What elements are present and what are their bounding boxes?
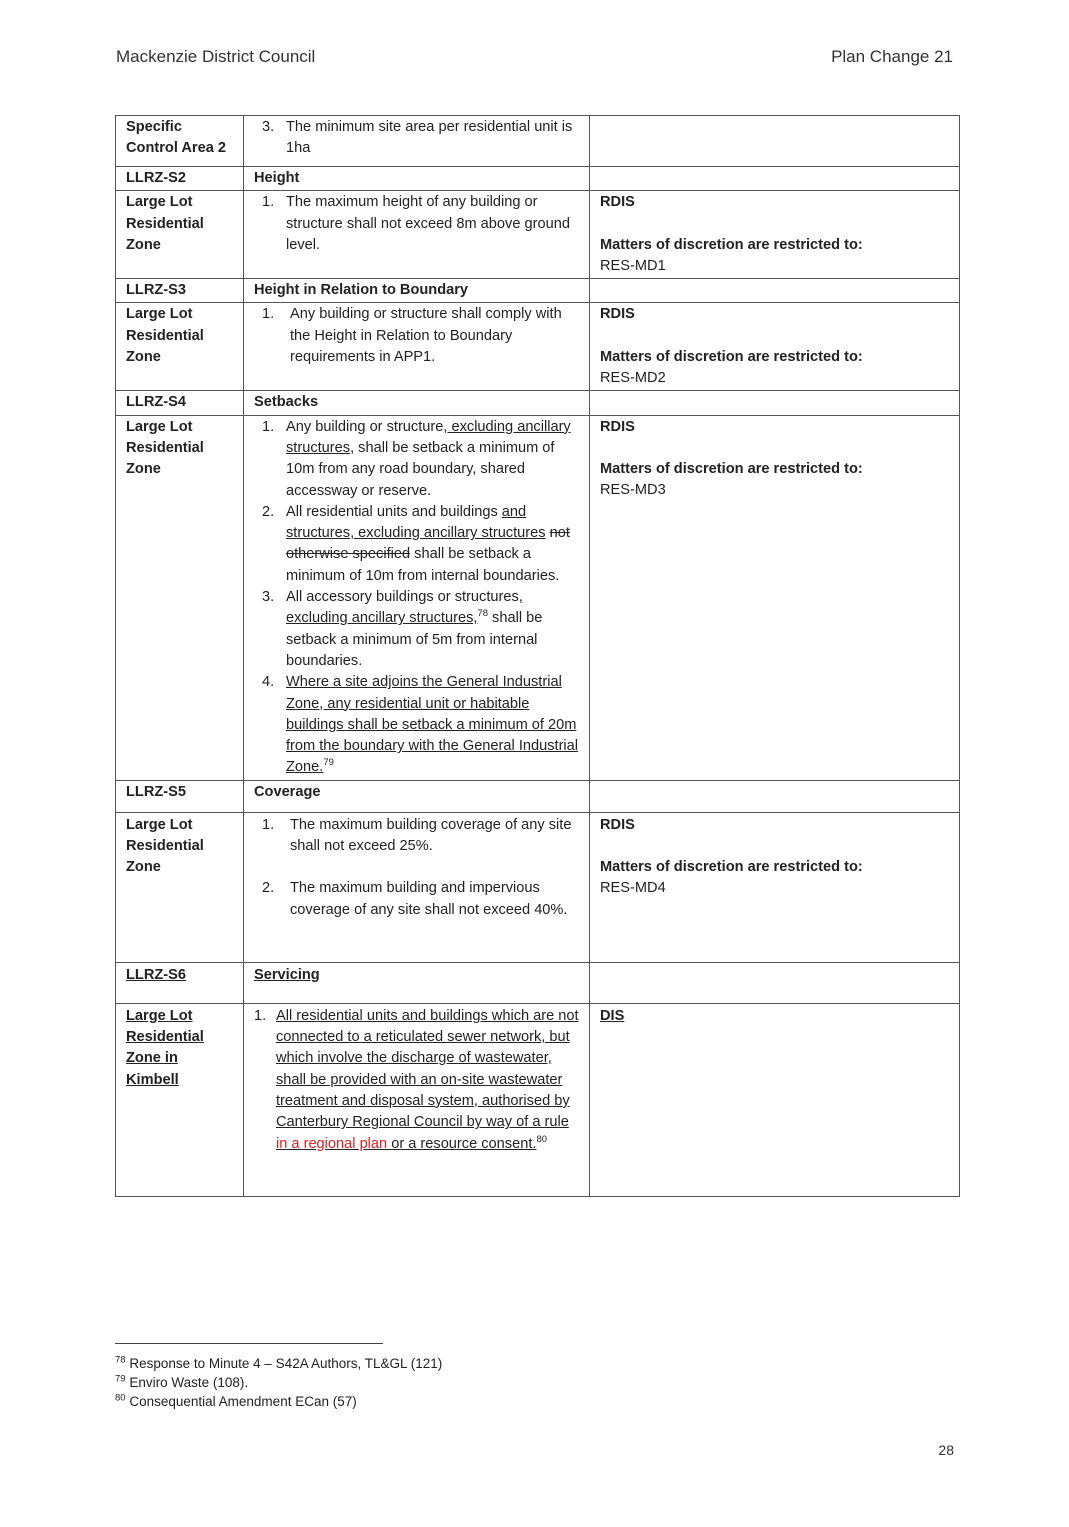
table-row [116, 116, 960, 167]
table-row [116, 812, 960, 962]
status-cell [590, 1003, 960, 1196]
footnote-text: Response to Minute 4 – S42A Authors, TL&GL (121) [129, 1356, 443, 1371]
zone-label: Large Lot [126, 194, 193, 211]
table-row [116, 167, 960, 191]
footnote [115, 1394, 357, 1409]
deleted-text: not otherwise specified [286, 525, 570, 563]
table-row [116, 415, 960, 780]
footnote [115, 1375, 248, 1390]
list-item [254, 117, 581, 160]
status-cell [590, 962, 960, 1003]
table-row [116, 391, 960, 415]
zone-label: Zone [126, 236, 161, 253]
status-cell [590, 415, 960, 780]
inserted-text: and structures, excluding ancillary structures [286, 503, 546, 542]
item-number: 3. [262, 119, 275, 135]
footnote-ref: 79 [323, 757, 334, 769]
header-council-name: Mackenzie District Council [116, 47, 316, 66]
zone-label: Kimbell [126, 1071, 179, 1088]
item-number: 1. [254, 1007, 267, 1024]
activity-status: RDIS [600, 306, 635, 323]
footnote-number: 78 [115, 1354, 126, 1366]
item-text [286, 587, 581, 672]
zone-label: Large Lot [126, 306, 193, 323]
discretion-heading: Matters of discretion are restricted to: [600, 236, 863, 253]
discretion-heading: Matters of discretion are restricted to: [600, 460, 863, 477]
zone-label: Residential [126, 215, 204, 232]
inserted-text: or a resource consent. [391, 1135, 537, 1152]
activity-status: RDIS [600, 418, 635, 435]
zone-cell [116, 1003, 244, 1196]
item-text [286, 672, 581, 778]
item-text-part: shall be setback a minimum of 10m from internal boundaries. [286, 546, 560, 584]
matters-of-discretion: RES-MD3 [600, 482, 666, 499]
zone-label: Large Lot [126, 418, 193, 435]
item-number: 2. [262, 880, 275, 897]
zone-label: Large Lot [126, 816, 193, 833]
standard-code: LLRZ-S5 [116, 780, 244, 812]
standards-table [115, 115, 960, 1197]
standard-title: Height in Relation to Boundary [244, 279, 590, 303]
zone-label: Zone [126, 461, 161, 478]
zone-label: Zone in [126, 1050, 178, 1067]
item-number: 1. [262, 816, 275, 833]
status-cell [590, 116, 960, 167]
standard-cell [244, 191, 590, 279]
inserted-text: All residential units and buildings which are not connected to a reticulated sewer network, but which involve the discharge of wastewater, shall be provided with an on-site wastewater treatment and disposal system, authorised by Canterbury Regional Council by way of a rule [276, 1007, 579, 1131]
activity-status: RDIS [600, 194, 635, 211]
footnote-divider [115, 1343, 383, 1344]
zone-cell [116, 303, 244, 391]
activity-status: DIS [600, 1007, 625, 1024]
item-number: 3. [262, 589, 275, 606]
footnote [115, 1356, 442, 1371]
status-cell [590, 812, 960, 962]
footnote-text: Consequential Amendment ECan (57) [129, 1394, 357, 1409]
standard-title: Servicing [244, 962, 590, 1003]
item-text-part: All accessory buildings or structures [286, 589, 519, 606]
zone-label: Residential [126, 838, 204, 855]
standard-cell [244, 303, 590, 391]
zone-cell [116, 812, 244, 962]
item-number: 2. [262, 503, 275, 520]
status-cell [590, 191, 960, 279]
table-row [116, 962, 960, 1003]
footnote-text: Enviro Waste (108). [129, 1375, 249, 1390]
item-text-part: All residential units and buildings [286, 503, 502, 520]
zone-label: Zone [126, 859, 161, 876]
matters-of-discretion: RES-MD4 [600, 880, 666, 897]
status-cell [590, 167, 960, 191]
header-plan-change: Plan Change 21 [831, 47, 953, 66]
standard-cell [244, 415, 590, 780]
zone-label: Residential [126, 327, 204, 344]
activity-status: RDIS [600, 816, 635, 833]
inserted-text: Where a site adjoins the General Industrial Zone, any residential unit or habitable buildings shall be setback a minimum of 20m from the boundary with the General Industrial Zone. [286, 674, 579, 776]
status-cell [590, 391, 960, 415]
inserted-text: , excluding ancillary structures, [286, 418, 571, 456]
item-text: The maximum building and impervious coverage of any site shall not exceed 40%. [290, 880, 568, 918]
item-text: Any building or structure shall comply with the Height in Relation to Boundary requirements in APP1. [290, 306, 562, 366]
list-item [254, 1006, 581, 1155]
table-row [116, 303, 960, 391]
footnote-ref: 78 [477, 608, 488, 620]
inserted-text: , excluding ancillary structures, [286, 589, 523, 627]
item-number: 1. [262, 306, 275, 323]
standard-cell [244, 812, 590, 962]
standard-title: Setbacks [244, 391, 590, 415]
item-text [286, 417, 581, 502]
item-text: All residential units and buildings which are not connected to a reticulated sewer network, but which involve the discharge of wastewater, shall be provided with an on-site wastewater treatment and disposal system, authorised by Canterbury Regional Council by way of a rule in a regional plan or a resource consent.80 [276, 1007, 579, 1152]
footnote-number: 79 [115, 1373, 126, 1385]
list-item [254, 417, 581, 502]
standard-cell [244, 1003, 590, 1196]
zone-label: Zone [126, 349, 161, 366]
item-text: The maximum height of any building or structure shall not exceed 8m above ground level. [286, 194, 570, 253]
footnote-number: 80 [115, 1392, 126, 1404]
page-number: 28 [938, 1442, 954, 1458]
standard-code: LLRZ-S3 [116, 279, 244, 303]
table-row [116, 279, 960, 303]
status-cell [590, 303, 960, 391]
list-item [254, 587, 581, 672]
zone-cell [116, 415, 244, 780]
standard-title: Height [244, 167, 590, 191]
standard-cell [244, 116, 590, 167]
discretion-heading: Matters of discretion are restricted to: [600, 859, 863, 876]
matters-of-discretion: RES-MD2 [600, 370, 666, 387]
inserted-text-red: in a regional plan [276, 1135, 392, 1152]
zone-label: Control Area 2 [126, 140, 227, 157]
list-item [254, 304, 581, 368]
item-number: 4. [262, 674, 275, 691]
zone-cell [116, 116, 244, 167]
zone-label: Residential [126, 1029, 204, 1046]
item-text-part: Any building or structure [286, 418, 444, 435]
standard-title: Coverage [244, 780, 590, 812]
discretion-heading: Matters of discretion are restricted to: [600, 348, 863, 365]
list-item [254, 502, 581, 587]
item-text-part: shall be setback a minimum of 10m from any road boundary, shared accessway or reserve. [286, 439, 555, 499]
item-text [286, 502, 581, 587]
status-cell [590, 279, 960, 303]
table-row [116, 191, 960, 279]
standard-code: LLRZ-S2 [116, 167, 244, 191]
item-text: The minimum site area per residential unit is 1ha [286, 119, 573, 157]
list-item [254, 815, 581, 858]
zone-label: Large Lot [126, 1007, 193, 1024]
standard-code: LLRZ-S6 [116, 962, 244, 1003]
table-row [116, 780, 960, 812]
list-item [254, 192, 581, 256]
list-item [254, 672, 581, 778]
zone-label: Specific [126, 119, 182, 135]
item-number: 1. [262, 194, 275, 211]
item-number: 1. [262, 418, 275, 435]
matters-of-discretion: RES-MD1 [600, 257, 666, 274]
item-text-part: shall be setback a minimum of 5m from internal boundaries. [286, 610, 543, 669]
list-item [254, 878, 581, 921]
item-text: The maximum building coverage of any site shall not exceed 25%. [290, 816, 572, 855]
zone-label: Residential [126, 439, 204, 456]
standard-code: LLRZ-S4 [116, 391, 244, 415]
zone-cell [116, 191, 244, 279]
status-cell [590, 780, 960, 812]
table-row [116, 1003, 960, 1196]
